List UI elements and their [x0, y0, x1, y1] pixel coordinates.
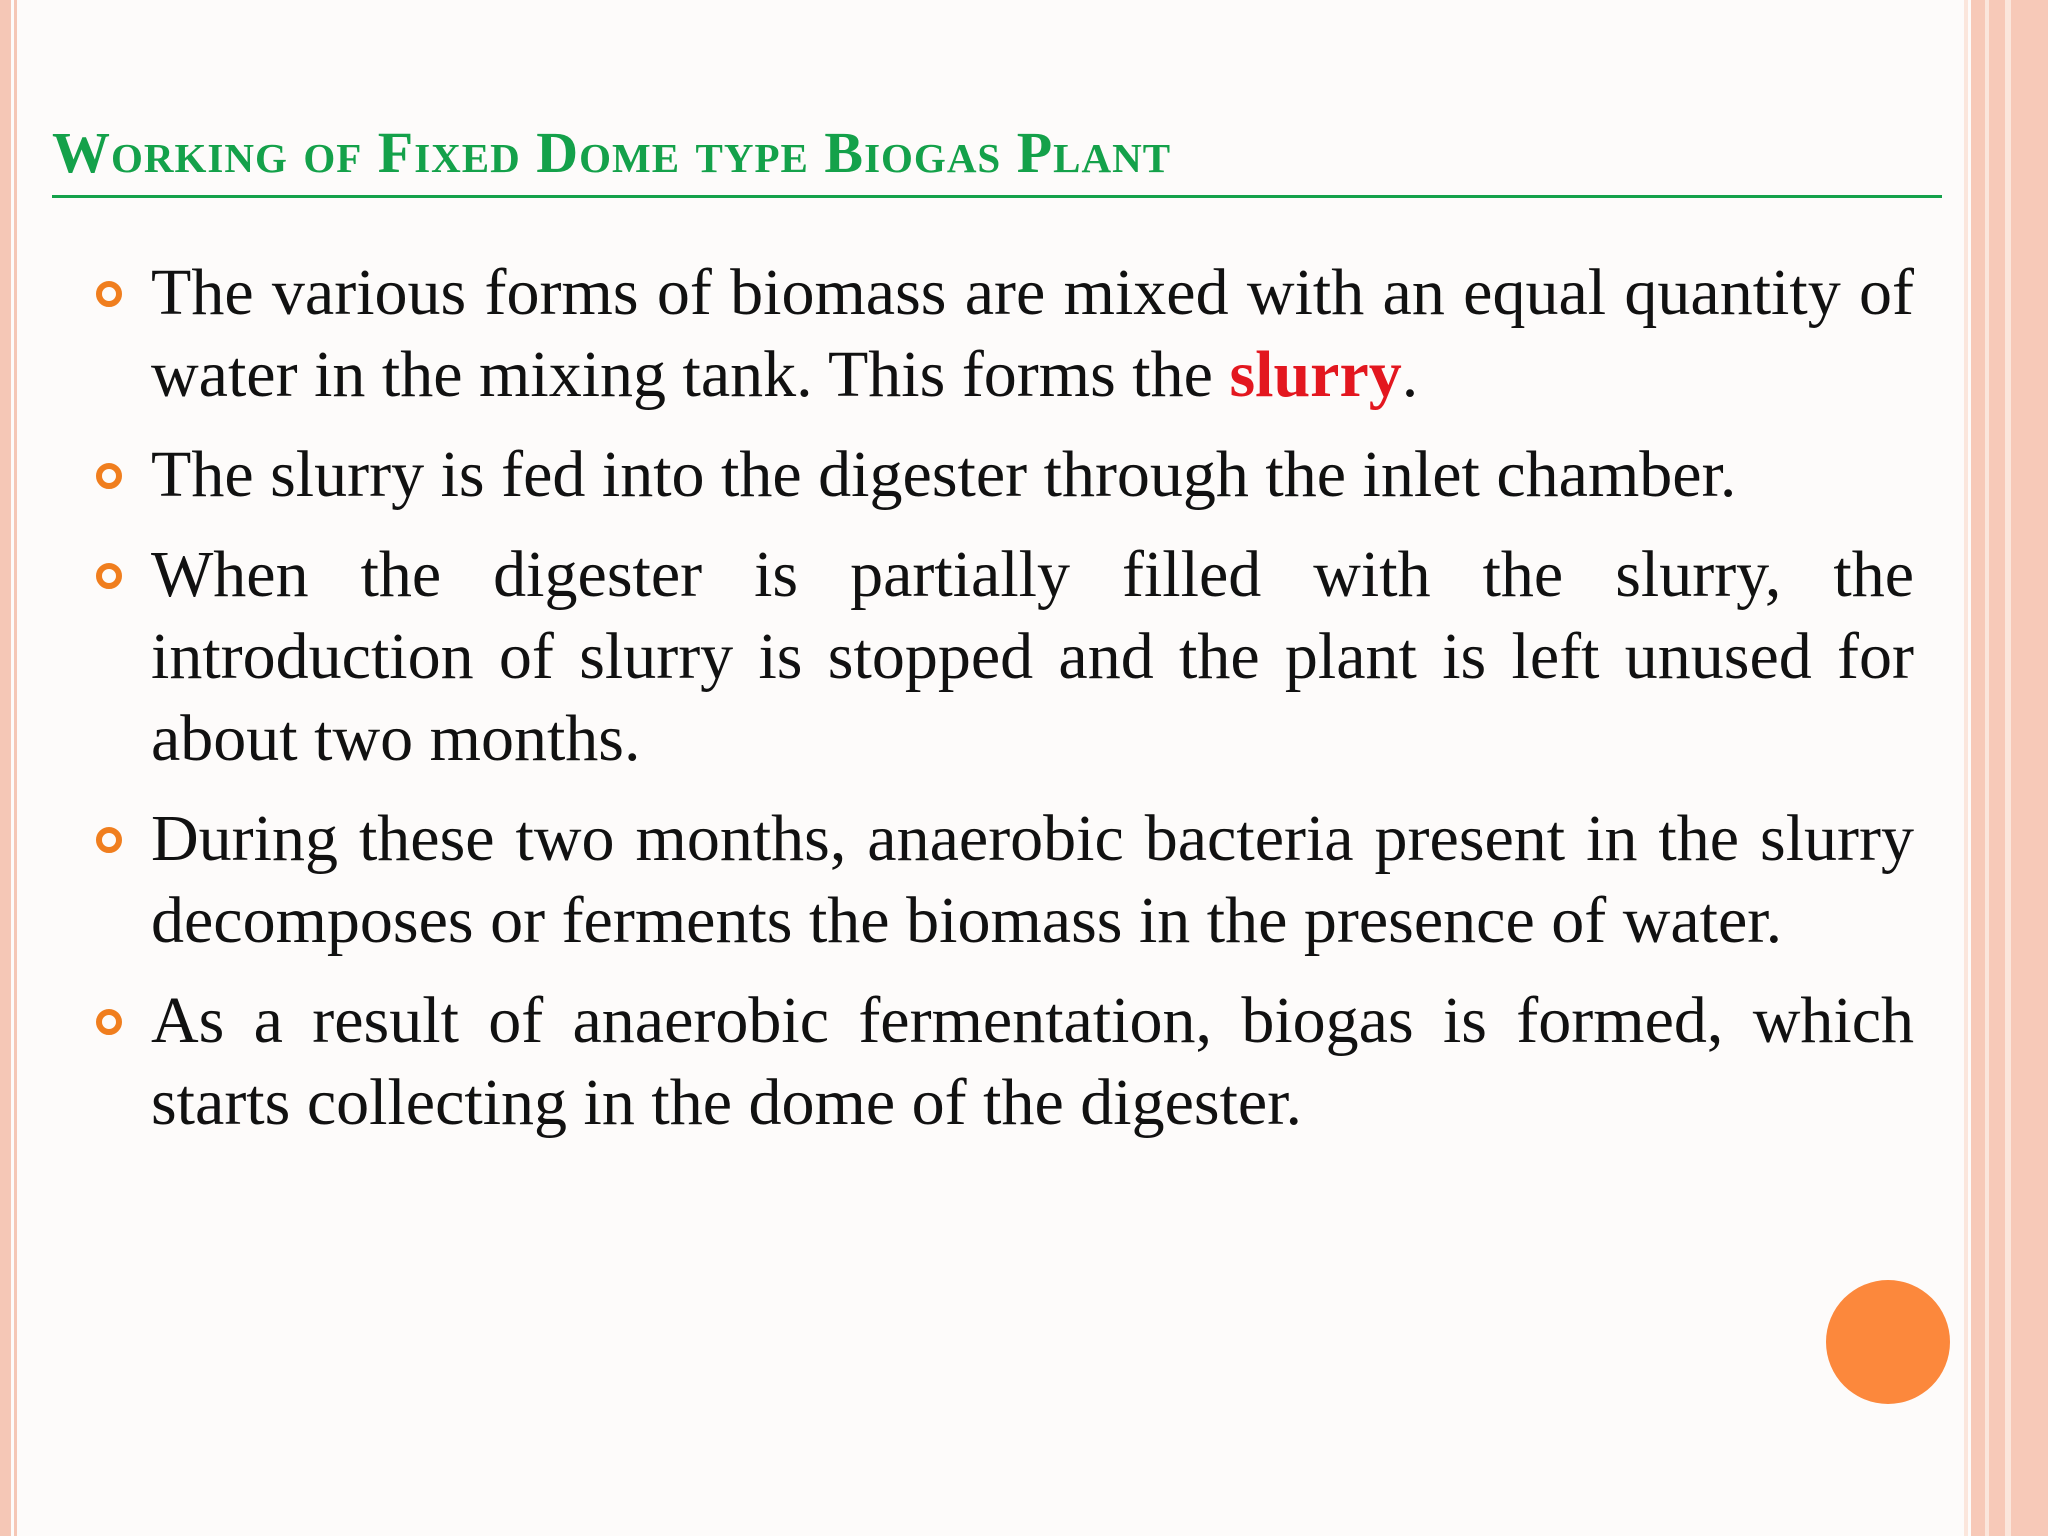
slide-title: Working of Fixed Dome type Biogas Plant — [52, 120, 1172, 185]
right-border-line — [1964, 0, 1968, 1536]
bullet-text: As a result of anaerobic fermentation, biogas is formed, which starts collecting in the dome of the digester. — [151, 984, 1914, 1139]
bullet-item — [0, 534, 1914, 780]
right-border-line — [1985, 0, 1989, 1536]
bullet-item — [0, 434, 1914, 516]
right-border-line — [2005, 0, 2011, 1536]
bullet-text: The slurry is fed into the digester through the inlet chamber. — [151, 438, 1737, 511]
bullet-ring-icon — [96, 463, 122, 489]
bullet-item — [0, 798, 1914, 962]
bullet-text: During these two months, anaerobic bacteria present in the slurry decomposes or ferments the biomass in the presence of water. — [151, 802, 1914, 957]
bullet-item — [0, 980, 1914, 1144]
bullet-list — [0, 252, 1914, 1162]
bullet-ring-icon — [96, 827, 122, 853]
decorative-orange-circle — [1826, 1280, 1950, 1404]
bullet-ring-icon — [96, 281, 122, 307]
bullet-ring-icon — [96, 563, 122, 589]
bullet-text: When the digester is partially filled with the slurry, the introduction of slurry is stopped and the plant is left unused for about two months. — [151, 538, 1914, 775]
bullet-item — [0, 252, 1914, 416]
title-underline — [52, 195, 1942, 198]
bullet-text-suffix: . — [1401, 338, 1419, 411]
bullet-ring-icon — [96, 1009, 122, 1035]
bullet-text: The various forms of biomass are mixed with an equal quantity of water in the mixing tank. This forms the — [151, 256, 1914, 411]
highlight-term: slurry — [1229, 338, 1402, 411]
